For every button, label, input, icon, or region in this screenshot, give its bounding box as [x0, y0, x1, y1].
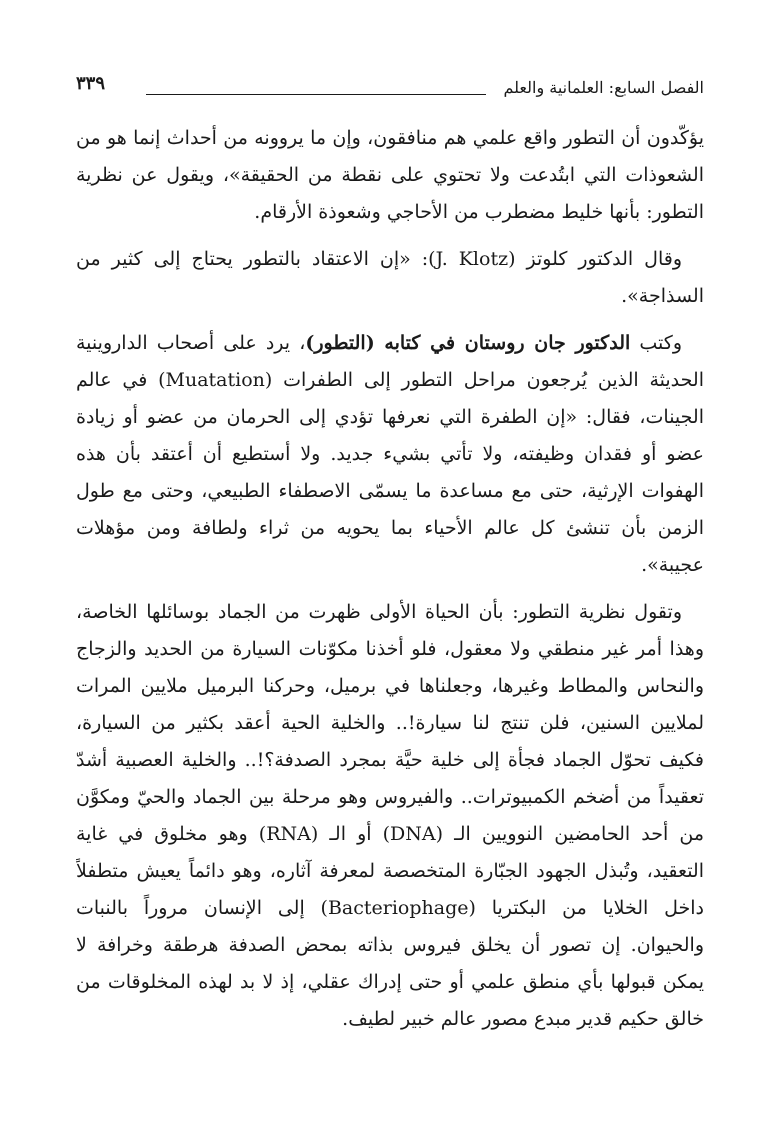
paragraph-1: يؤكّدون أن التطور واقع علمي هم منافقون، وإن ما يروونه من أحداث إنما هو من الشعوذات التي ابتُدعت ولا تحتوي على نقطة من الحقيقة»، ويقول عن نظرية التطور: بأنها خليط مضطرب من الأحاجي وشعوذة الأرقام. — [76, 127, 704, 223]
paragraph-4: وتقول نظرية التطور: بأن الحياة الأولى ظهرت من الجماد بوسائلها الخاصة، وهذا أمر غير منطقي ولا معقول، فلو أخذنا مكوّنات السيارة من الحديد والزجاج والنحاس والمطاط وغيرها، وجعلناها في برميل، وحركنا البرميل ملايين المرات لملايين السنين، فلن تنتج لنا سيارة!.. والخلية الحية أعقد بكثير من السيارة، فكيف تحوّل الجماد فجأة إلى خلية حيَّة بمجرد الصدفة؟!.. والخلية العصبية أشدّ تعقيداً من أضخم الكمبيوترات.. والفيروس وهو مرحلة بين الجماد والحيّ ومكوَّن من أحد الحامضين النوويين الـ (DNA) أو الـ (RNA) وهو مخلوق في غاية التعقيد، وتُبذل الجهود الجبّارة المتخصصة لمعرفة آثاره، وهو دائماً يعيش متطفلاً داخل الخلايا من البكتريا (Bacteriophage) إلى الإنسان مروراً بالنبات والحيوان. إن تصور أن يخلق فيروس بذاته بمحض الصدفة هرطقة وخرافة لا يمكن قبولها بأي منطق علمي أو حتى إدراك عقلي، إذ لا بد لهذه المخلوقات من خالق حكيم قدير مبدع مصور عالم خبير لطيف. — [76, 601, 704, 1030]
document-page — [76, 70, 704, 1070]
header-rule — [146, 94, 486, 95]
body-text — [76, 120, 704, 1038]
paragraph-3 — [76, 325, 704, 584]
paragraph-3-rest: ، يرد على أصحاب الداروينية الحديثة الذين يُرجعون مراحل التطور إلى الطفرات (Muatation) في عالم الجينات، فقال: «إن الطفرة التي نعرفها تؤدي إلى الحرمان من عضو أو زيادة عضو أو فقدان وظيفته، ولا تأتي بشيء جديد. ولا أستطيع أن أعتقد بأن هذه الهفوات الإرثية، حتى مع مساعدة ما يسمّى الاصطفاء الطبيعي، وحتى مع طول الزمن بأن تنشئ كل عالم الأحياء بما يحويه من ثراء ولطافة ومن مؤهلات عجيبة». — [76, 332, 704, 576]
page-number: ٣٣٩ — [76, 73, 106, 94]
running-header — [76, 70, 704, 104]
paragraph-3-bold-phrase: الدكتور جان روستان في كتابه (التطور) — [305, 332, 631, 354]
chapter-title: الفصل السابع: العلمانية والعلم — [503, 78, 704, 97]
paragraph-2: وقال الدكتور كلوتز (J. Klotz): «إن الاعتقاد بالتطور يحتاج إلى كثير من السذاجة». — [76, 248, 704, 307]
paragraph-3-lead: وكتب — [630, 332, 683, 354]
